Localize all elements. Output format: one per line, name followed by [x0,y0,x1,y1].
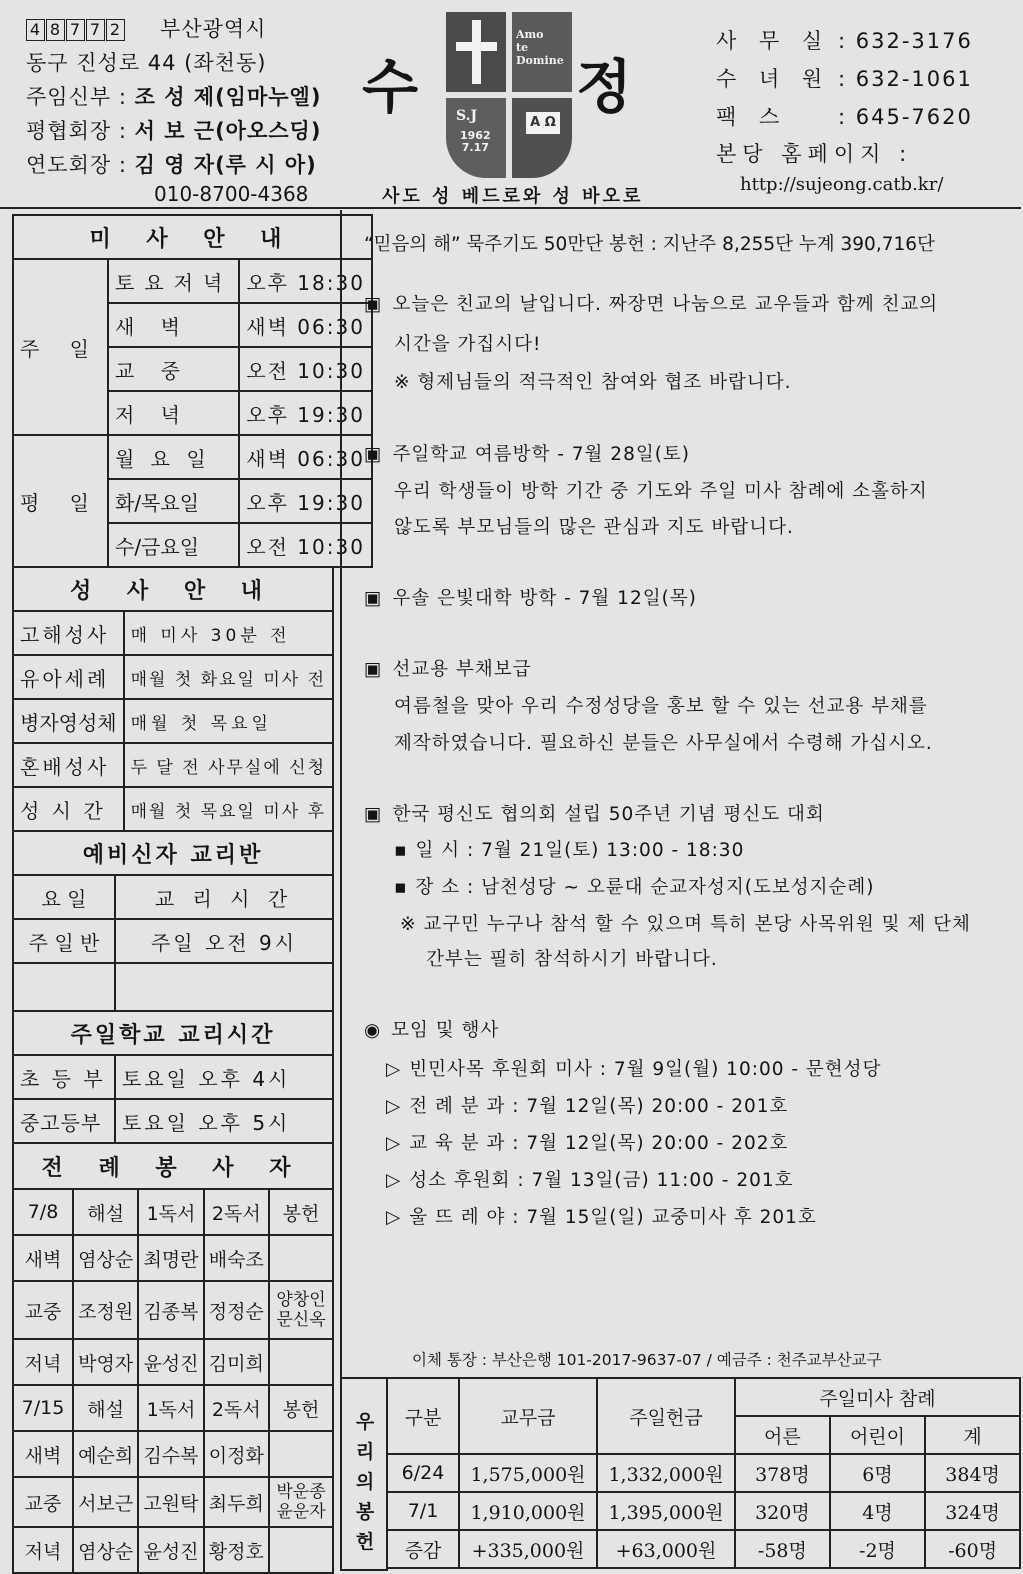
logo-year: 1962 7.17 [460,129,491,154]
notice-1: ▣ 오늘은 친교의 날입니다. 짜장면 나눔으로 교우들과 함께 친교의 [364,294,939,315]
col-sunday: 주일헌금 [597,1378,735,1454]
offering-tithe: 1,910,000원 [459,1492,597,1530]
catechumen-head-time: 교 리 시 간 [115,875,333,919]
notice-2: ▣ 주일학교 여름방학 - 7월 28일(토) [364,444,691,465]
mass-day: 수/금요일 [108,523,239,567]
union-label: 연도회장 : [26,153,127,177]
server-name: 윤성진 [138,1339,203,1385]
mass-slot: 저녁 [13,1527,73,1573]
role-header: 1독서 [138,1385,203,1431]
shield-emblem-icon [446,12,572,180]
event-item: ▷ 빈민사목 후원회 미사 : 7월 9일(월) 10:00 - 문현성당 [386,1059,882,1080]
triangle-bullet-icon: ▷ [386,1059,402,1080]
offering-type: 증감 [387,1530,459,1568]
event-item: ▷ 전 례 분 과 : 7월 12일(목) 20:00 - 201호 [386,1096,789,1117]
col-adult: 어른 [735,1416,830,1454]
col-tithe: 교무금 [459,1378,597,1454]
union-phone: 010-8700-4368 [154,182,309,206]
catechumen-head-day: 요 일 [13,875,115,919]
mass-time: 새벽 06:30 [239,435,372,479]
server-name: 양창인 문신옥 [269,1281,333,1339]
logo-motto: Amo te Domine [516,28,564,67]
sunday-group-label: 주 일 [13,259,108,435]
server-name: 염상순 [73,1527,138,1573]
zip-digit: 2 [106,19,125,41]
server-name: 조정원 [73,1281,138,1339]
square-bullet-icon: ▣ [364,294,383,315]
notice-3: ▣ 우솔 은빛대학 방학 - 7월 12일(목) [364,588,697,609]
triangle-bullet-icon: ▷ [386,1133,402,1154]
offering-child: 4명 [830,1492,925,1530]
mass-day: 저 녁 [108,391,239,435]
offering-total: 384명 [925,1454,1020,1492]
mass-time: 오후 19:30 [239,479,372,523]
sacrament-desc: 매월 첫 목요일 [124,699,333,743]
catechumen-time: 주일 오전 9시 [115,919,333,963]
events-title: ◉ 모임 및 행사 [364,1020,500,1041]
offering-tithe: +335,000원 [459,1530,597,1568]
liturgy-title: 전 례 봉 사 자 [13,1143,333,1189]
council-label: 평협회장 : [26,119,127,143]
sacrament-name: 유아세례 [13,655,124,699]
week-date: 7/8 [13,1189,73,1235]
logo-right-char: 정 [576,53,633,121]
zip-digit: 4 [26,19,45,41]
mass-slot: 새벽 [13,1235,73,1281]
sacrament-desc: 두 달 전 사무실에 신청 [124,743,333,787]
mass-slot: 저녁 [13,1339,73,1385]
offering-label [340,1377,388,1571]
parish-logo [362,10,662,207]
homepage-label: 본당 홈페이지 : [716,142,913,166]
mass-slot: 교중 [13,1281,73,1339]
triangle-bullet-icon: ▷ [386,1207,402,1228]
role-header: 2독서 [204,1385,269,1431]
catechumen-table [12,830,334,1012]
role-header: 해설 [73,1385,138,1431]
weekday-group-label: 평 일 [13,435,108,567]
rosary-notice: “믿음의 해” 묵주기도 50만단 봉헌 : 지난주 8,255단 누계 390,716단 [364,234,935,255]
notice-5-note: 간부는 필히 참석하시기 바랍니다. [426,949,718,970]
fax-number: : 645-7620 [838,105,973,129]
dot-bullet-icon: ▪ [394,840,408,861]
sacrament-desc: 매월 첫 화요일 미사 전 [124,655,333,699]
catechumen-day: 주 일 반 [13,919,115,963]
sacrament-name: 병자영성체 [13,699,124,743]
patron-saints: 사도 성 베드로와 성 바오로 [382,186,644,207]
offering-type: 7/1 [387,1492,459,1530]
school-time: 토요일 오후 4시 [115,1055,333,1099]
server-name: 정정순 [204,1281,269,1339]
notice-5-date: ▪ 일 시 : 7월 21일(토) 13:00 - 18:30 [394,840,745,861]
parish-info [26,12,356,206]
offering-sunday: +63,000원 [597,1530,735,1568]
server-name: 김종복 [138,1281,203,1339]
logo-sj: S.J [456,108,478,124]
dot-bullet-icon: ▪ [394,877,408,898]
sunday-school-table [12,1010,334,1144]
convent-phone: : 632-1061 [838,67,973,91]
notice-1-line: 시간을 가집시다! [394,334,542,355]
city: 부산광역시 [160,17,267,41]
school-time: 토요일 오후 5시 [115,1099,333,1143]
union-name: 김 영 자(루 시 아) [134,153,317,177]
square-bullet-icon: ▣ [364,444,383,465]
empty-cell [115,963,333,1011]
offering-adult: 320명 [735,1492,830,1530]
col-total: 계 [925,1416,1020,1454]
mass-time: 새벽 06:30 [239,303,372,347]
sacrament-desc: 매 미사 30분 전 [124,611,333,655]
server-name [269,1431,333,1477]
server-name [269,1527,333,1573]
offering-total: -60명 [925,1530,1020,1568]
zip-digit: 7 [66,19,85,41]
offering-adult: 378명 [735,1454,830,1492]
contact-info [716,22,1016,198]
col-attendance: 주일미사 참례 [735,1378,1020,1416]
server-name: 윤성진 [138,1527,203,1573]
server-name: 황정호 [204,1527,269,1573]
sacrament-name: 혼배성사 [13,743,124,787]
sacrament-name: 고해성사 [13,611,124,655]
sunday-school-title: 주일학교 교리시간 [13,1011,333,1055]
bank-account: 이체 통장 : 부산은행 101-2017-9637-07 / 예금주 : 천주교부산교구 [412,1351,882,1369]
server-name: 김미희 [204,1339,269,1385]
triangle-bullet-icon: ▷ [386,1170,402,1191]
zip-code [26,12,126,46]
notice-2-line: 않도록 부모님들의 많은 관심과 지도 바랍니다. [394,517,794,538]
convent-label: 수 녀 원 [716,67,831,91]
server-name: 박운종 윤운자 [269,1477,333,1527]
sacrament-desc: 매월 첫 목요일 미사 후 [124,787,333,831]
school-group: 중고등부 [13,1099,115,1143]
pastor-label: 주임신부 : [26,85,127,109]
notice-1-note: ※ 형제님들의 적극적인 참여와 협조 바랍니다. [394,372,792,393]
server-name: 김수복 [138,1431,203,1477]
mass-day: 월 요 일 [108,435,239,479]
offering-table [386,1377,1021,1569]
week-date: 7/15 [13,1385,73,1431]
homepage-url[interactable]: http://sujeong.catb.kr/ [740,174,944,195]
offering-adult: -58명 [735,1530,830,1568]
notice-2-line: 우리 학생들이 방학 기간 중 기도와 주일 미사 참례에 소홀하지 [394,481,928,502]
bulletin-header [0,0,1021,209]
offering-type: 6/24 [387,1454,459,1492]
notice-4-line: 여름철을 맞아 우리 수정성당을 홍보 할 수 있는 선교용 부채를 [394,696,928,717]
fax-label: 팩 스 [716,105,788,129]
mass-day: 화/목요일 [108,479,239,523]
zip-digit: 7 [86,19,105,41]
server-name: 최두희 [204,1477,269,1527]
liturgy-servers-table [12,1142,334,1574]
zip-digit: 8 [46,19,65,41]
server-name: 서보근 [73,1477,138,1527]
offering-child: -2명 [830,1530,925,1568]
triangle-bullet-icon: ▷ [386,1096,402,1117]
server-name: 박영자 [73,1339,138,1385]
offering-tithe: 1,575,000원 [459,1454,597,1492]
square-bullet-icon: ▣ [364,659,383,680]
notice-4-line: 제작하였습니다. 필요하신 분들은 사무실에서 수령해 가십시오. [394,733,933,754]
alpha-omega-icon: A Ω [526,112,560,134]
role-header: 1독서 [138,1189,203,1235]
empty-cell [13,963,115,1011]
mass-day: 토요저녁 [108,259,239,303]
mass-day: 교 중 [108,347,239,391]
server-name: 배숙조 [204,1235,269,1281]
role-header: 해설 [73,1189,138,1235]
mass-time: 오후 18:30 [239,259,372,303]
mass-time: 오후 19:30 [239,391,372,435]
mass-schedule-table [12,214,373,568]
notice-5: ▣ 한국 평신도 협의회 설립 50주년 기념 평신도 대회 [364,804,825,825]
notice-4: ▣ 선교용 부채보급 [364,659,532,680]
server-name: 최명란 [138,1235,203,1281]
col-type: 구분 [387,1378,459,1454]
square-bullet-icon: ▣ [364,588,383,609]
catechumen-title: 예비신자 교리반 [13,831,333,875]
school-group: 초 등 부 [13,1055,115,1099]
circle-bullet-icon: ◉ [364,1020,382,1041]
mass-time: 오전 10:30 [239,347,372,391]
pastor-name: 조 성 제(임마누엘) [134,85,322,109]
mass-day: 새 벽 [108,303,239,347]
offering-child: 6명 [830,1454,925,1492]
mass-slot: 새벽 [13,1431,73,1477]
office-label: 사 무 실 [716,29,831,53]
notice-5-note: ※ 교구민 누구나 참석 할 수 있으며 특히 본당 사목위원 및 제 단체 [400,914,971,935]
server-name [269,1235,333,1281]
logo-left-char: 수 [362,53,419,121]
server-name: 염상순 [73,1235,138,1281]
sacraments-table [12,566,334,832]
event-item: ▷ 울 뜨 레 야 : 7월 15일(일) 교중미사 후 201호 [386,1207,817,1228]
server-name: 예순희 [73,1431,138,1477]
notice-5-place: ▪ 장 소 : 남천성당 ~ 오륜대 순교자성지(도보성지순례) [394,877,875,898]
col-child: 어린이 [830,1416,925,1454]
role-header: 봉헌 [269,1189,333,1235]
role-header: 2독서 [204,1189,269,1235]
mass-slot: 교중 [13,1477,73,1527]
server-name: 고원탁 [138,1477,203,1527]
square-bullet-icon: ▣ [364,804,383,825]
event-item: ▷ 교 육 분 과 : 7월 12일(목) 20:00 - 202호 [386,1133,789,1154]
offering-label-text: 우 리 의 봉 헌 [355,1411,375,1553]
address: 동구 진성로 44 (좌천동) [26,51,267,75]
role-header: 봉헌 [269,1385,333,1431]
council-name: 서 보 근(아오스딩) [134,119,322,143]
notices-column [340,210,1023,1377]
server-name [269,1339,333,1385]
offering-total: 324명 [925,1492,1020,1530]
server-name: 이정화 [204,1431,269,1477]
event-item: ▷ 성소 후원회 : 7월 13일(금) 11:00 - 201호 [386,1170,794,1191]
mass-title: 미 사 안 내 [13,215,372,259]
sacraments-title: 성 사 안 내 [13,567,333,611]
office-phone: : 632-3176 [838,29,973,53]
offering-sunday: 1,332,000원 [597,1454,735,1492]
offering-sunday: 1,395,000원 [597,1492,735,1530]
mass-time: 오전 10:30 [239,523,372,567]
sacrament-name: 성 시 간 [13,787,124,831]
